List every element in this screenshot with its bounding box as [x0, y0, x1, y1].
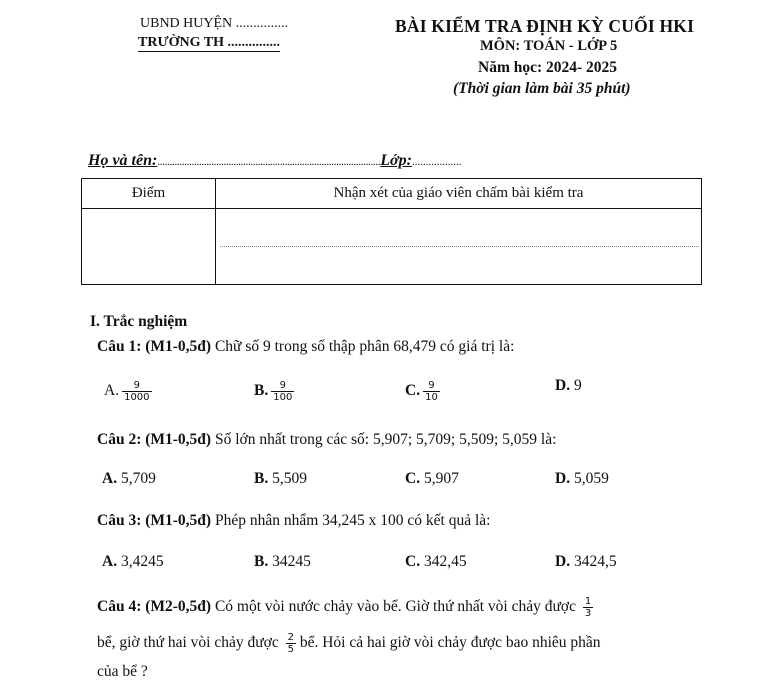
- fraction: [271, 380, 294, 403]
- option-letter: C.: [405, 553, 421, 570]
- q1-text: Chữ số 9 trong số thập phân 68,479 có giá trị là:: [214, 338, 515, 355]
- question-4-line-3: của bể ?: [97, 663, 148, 680]
- q1-option-b[interactable]: [254, 380, 294, 403]
- q4-text-2a: bể, giờ thứ hai vòi chảy được: [97, 634, 279, 652]
- question-4: [97, 596, 593, 619]
- option-letter: A.: [102, 470, 118, 487]
- remark-cell[interactable]: [216, 209, 702, 285]
- question-2: [97, 431, 556, 449]
- question-1: [97, 338, 514, 356]
- school-label: [138, 35, 280, 51]
- numerator: 9: [279, 380, 286, 391]
- option-value: 342,45: [423, 553, 467, 570]
- option-value: 5,709: [120, 470, 156, 487]
- exam-subject: MÔN: TOÁN - LỚP 5: [480, 38, 618, 54]
- option-letter: C.: [405, 382, 421, 400]
- numerator: 9: [133, 380, 140, 391]
- numerator: 1: [584, 596, 592, 607]
- fraction: [122, 380, 151, 403]
- denominator: 10: [425, 392, 438, 403]
- q2-label: Câu 2: (M1-0,5đ): [97, 431, 212, 448]
- option-value: 3424,5: [573, 553, 617, 570]
- district-label: UBND HUYỆN ...............: [140, 16, 289, 31]
- q3-option-a[interactable]: [102, 553, 164, 571]
- option-value: 5,509: [272, 470, 307, 487]
- q2-option-a[interactable]: [102, 470, 156, 488]
- option-value: 3,4245: [120, 553, 164, 570]
- fraction-one-third: [583, 596, 593, 619]
- section-heading: I. Trắc nghiệm: [90, 313, 188, 330]
- q3-text: Phép nhân nhẩm 34,245 x 100 có kết quả là:: [214, 512, 491, 529]
- fraction-two-fifths: [286, 632, 296, 655]
- class-label: Lớp:: [380, 152, 412, 169]
- q1-label: Câu 1: (M1-0,5đ): [97, 338, 212, 355]
- option-letter: B.: [254, 470, 269, 487]
- option-value: 5,907: [423, 470, 459, 487]
- q4-text-2b: bể. Hỏi cả hai giờ vòi chảy được bao nhiêu phần: [299, 634, 601, 652]
- numerator: 2: [287, 632, 294, 643]
- q1-option-d[interactable]: [555, 377, 582, 395]
- option-letter: B.: [254, 382, 269, 400]
- denominator: 5: [287, 644, 294, 655]
- q1-option-c[interactable]: [405, 380, 440, 403]
- denominator: 100: [273, 392, 293, 403]
- student-info-line: [88, 152, 461, 170]
- question-3: [97, 512, 490, 530]
- exam-duration: (Thời gian làm bài 35 phút): [453, 80, 631, 97]
- denominator: 3: [584, 608, 592, 619]
- option-letter: B.: [254, 553, 269, 570]
- class-field[interactable]: ..................: [411, 156, 462, 168]
- remark-line: [220, 246, 699, 247]
- school-year: Năm học: 2024- 2025: [478, 59, 618, 76]
- q4-text-1: Có một vòi nước chảy vào bể. Giờ thứ nhất vòi chảy được: [214, 598, 576, 616]
- option-letter: D.: [555, 377, 571, 394]
- q2-text: Số lớn nhất trong các số: 5,907; 5,709; 5,509; 5,059 là:: [214, 431, 557, 448]
- exam-title: BÀI KIỂM TRA ĐỊNH KỲ CUỐI HKI: [395, 16, 695, 36]
- q3-option-d[interactable]: [555, 553, 617, 571]
- q4-label: Câu 4: (M2-0,5đ): [97, 598, 212, 616]
- q3-label: Câu 3: (M1-0,5đ): [97, 512, 212, 529]
- score-header: Điểm: [82, 179, 216, 209]
- denominator: 1000: [124, 392, 150, 403]
- option-value: 34245: [272, 553, 311, 570]
- fraction: [423, 380, 440, 403]
- option-letter: C.: [405, 470, 421, 487]
- q2-option-d[interactable]: [555, 470, 609, 488]
- question-4-line-2: [97, 632, 601, 655]
- option-letter: D.: [555, 470, 571, 487]
- option-value: 5,059: [573, 470, 609, 487]
- name-label: Họ và tên:: [88, 152, 158, 169]
- option-letter: D.: [555, 553, 571, 570]
- q2-option-c[interactable]: [405, 470, 459, 488]
- score-cell[interactable]: [82, 209, 216, 285]
- grade-table: [81, 178, 702, 285]
- q1-option-a[interactable]: [104, 380, 152, 403]
- option-value: 9: [573, 377, 582, 394]
- numerator: 9: [428, 380, 435, 391]
- q3-option-b[interactable]: [254, 553, 311, 571]
- q2-option-b[interactable]: [254, 470, 307, 488]
- remark-header: Nhận xét của giáo viên chấm bài kiểm tra: [216, 179, 702, 209]
- name-field[interactable]: ...........................................................................................: [157, 156, 381, 168]
- q3-option-c[interactable]: [405, 553, 467, 571]
- option-letter: A.: [102, 553, 118, 570]
- school-name: TRƯỜNG TH ...............: [138, 35, 280, 50]
- option-letter: A.: [104, 382, 120, 400]
